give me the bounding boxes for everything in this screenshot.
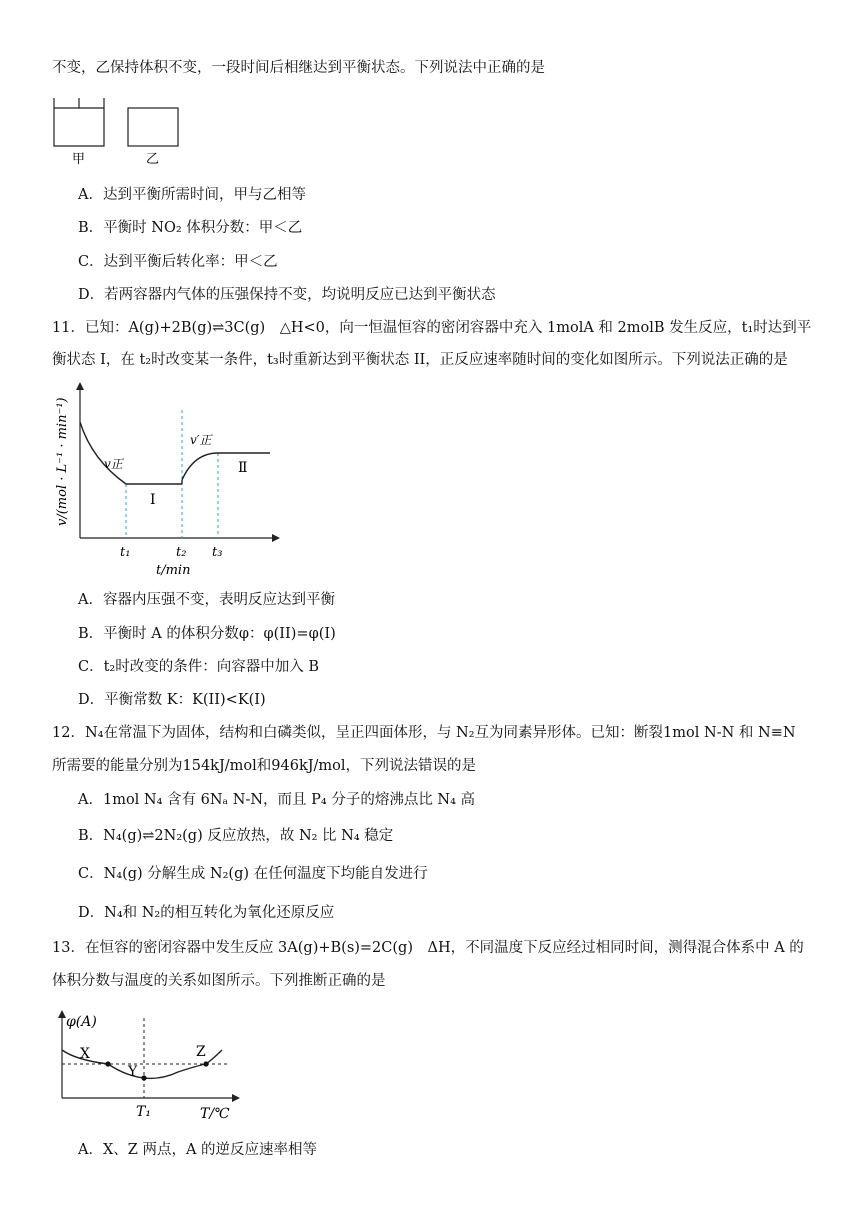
label-y: Y (128, 1064, 138, 1080)
q12-option-a: A．1mol N₄ 含有 6Nₐ N-N，而且 P₄ 分子的熔沸点比 N₄ 高 (78, 792, 476, 808)
q12-option-d: D．N₄和 N₂的相互转化为氧化还原反应 (78, 905, 335, 921)
label-v-forward: v正 (104, 457, 123, 471)
label-jia: 甲 (72, 152, 86, 167)
q11-stem-line1: 11．已知：A(g)+2B(g)⇌3C(g) △H<0，向一恒温恒容的密闭容器中充入 1molA 和 2molB 发生反应，t₁时达到平 (52, 320, 812, 336)
region-label-2: Ⅱ (238, 460, 248, 476)
point-x (105, 1061, 110, 1066)
x-axis-arrow (232, 1094, 240, 1102)
x-axis-label: t/min (156, 563, 191, 578)
q13-stem-line1: 13．在恒容的密闭容器中发生反应 3A(g)+B(s)=2C(g) ΔH，不同温度下反应经过相同时间，测得混合体系中 A 的 (52, 940, 804, 956)
q11-option-b: B．平衡时 A 的体积分数φ：φ(II)=φ(I) (78, 626, 336, 642)
v-forward-curve (80, 422, 182, 484)
q10-option-a: A．达到平衡所需时间，甲与乙相等 (78, 187, 306, 203)
y-axis-label: φ(A) (66, 1014, 97, 1030)
q11-rate-chart (52, 380, 292, 580)
container-jia (54, 98, 104, 146)
q12-stem-line1: 12．N₄在常温下为固体，结构和白磷类似，呈正四面体形，与 N₂互为同素异形体。已知：断裂1mol N-N 和 N≡N (52, 725, 796, 741)
y-axis-arrow (58, 1010, 66, 1018)
label-z: Z (196, 1044, 206, 1060)
q10-option-c: C．达到平衡后转化率：甲＜乙 (78, 254, 278, 270)
q13-phi-temperature-chart (46, 1006, 246, 1124)
tick-t2: t₂ (176, 545, 187, 560)
q11-option-c: C．t₂时改变的条件：向容器中加入 B (78, 659, 319, 675)
q12-option-b: B．N₄(g)⇌2N₂(g) 反应放热，故 N₂ 比 N₄ 稳定 (78, 828, 394, 844)
q11-option-d: D．平衡常数 K：K(II)<K(I) (78, 692, 266, 708)
x-axis-arrow (272, 534, 280, 542)
q12-option-c: C．N₄(g) 分解生成 N₂(g) 在任何温度下均能自发进行 (78, 866, 428, 882)
v-prime-forward-curve (182, 453, 270, 480)
tick-t1: t₁ (120, 545, 131, 560)
q10-stem-tail: 不变，乙保持体积不变，一段时间后相继达到平衡状态。下列说法中正确的是 (52, 60, 545, 76)
q10-option-b: B．平衡时 NO₂ 体积分数：甲＜乙 (78, 220, 303, 236)
q10-containers-figure (50, 94, 190, 168)
x-axis-label: T/℃ (200, 1106, 230, 1122)
point-z (203, 1061, 208, 1066)
point-y (141, 1075, 146, 1080)
q13-option-a: A．X、Z 两点，A 的逆反应速率相等 (78, 1142, 318, 1158)
q13-stem-line2: 体积分数与温度的关系如图所示。下列推断正确的是 (52, 973, 386, 989)
y-axis-label: v/(mol · L⁻¹ · min⁻¹) (55, 397, 70, 526)
tick-t1: T₁ (136, 1104, 151, 1120)
container-yi (128, 108, 178, 146)
tick-t3: t₃ (212, 545, 223, 560)
y-axis-arrow (76, 382, 84, 390)
q10-option-d: D．若两容器内气体的压强保持不变，均说明反应已达到平衡状态 (78, 287, 496, 303)
q11-stem-line2: 衡状态 I，在 t₂时改变某一条件，t₃时重新达到平衡状态 II，正反应速率随时间的变化如图所示。下列说法正确的是 (52, 352, 788, 368)
label-yi: 乙 (146, 152, 160, 167)
region-label-1: I (150, 492, 156, 508)
q11-option-a: A．容器内压强不变，表明反应达到平衡 (78, 592, 335, 608)
q12-stem-line2: 所需要的能量分别为154kJ/mol和946kJ/mol，下列说法错误的是 (52, 758, 477, 774)
label-x: X (80, 1046, 90, 1062)
label-v-prime-forward: v′正 (190, 433, 212, 447)
